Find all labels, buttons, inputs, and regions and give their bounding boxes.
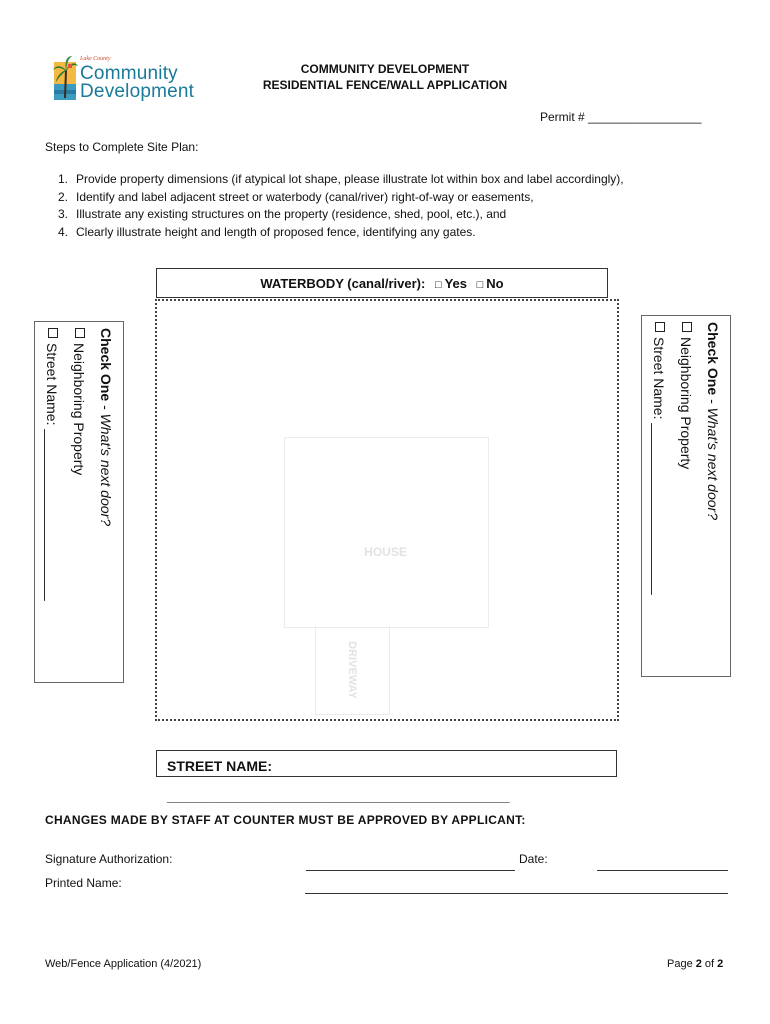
left-neighbor-box — [34, 321, 124, 683]
list-item: 2. Identify and label adjacent street or waterbody (canal/river) right-of-way or easements, — [57, 189, 534, 204]
waterbody-label: WATERBODY (canal/river): — [260, 276, 426, 291]
footer-form-id: Web/Fence Application (4/2021) — [45, 958, 202, 970]
signature-line[interactable] — [306, 870, 515, 871]
date-line[interactable] — [597, 870, 728, 871]
checkbox-icon[interactable] — [682, 322, 692, 332]
list-item: 1. Provide property dimensions (if atypical lot shape, please illustrate lot within box and label accordingly), — [57, 172, 624, 186]
logo-line-2: Development — [80, 81, 195, 102]
page-title: COMMUNITY DEVELOPMENT — [300, 62, 470, 76]
driveway-label: DRIVEWAY — [345, 641, 358, 699]
street-name-option[interactable]: Street Name: ______________________ — [38, 328, 65, 601]
list-item: 3. Illustrate any existing structures on the property (residence, shed, pool, etc.), and — [57, 207, 507, 221]
checkbox-icon[interactable] — [75, 328, 85, 338]
steps-list — [45, 171, 624, 241]
logo-line-1: Community — [80, 63, 178, 84]
checkbox-yes[interactable]: □ — [434, 279, 442, 291]
checkbox-icon[interactable] — [655, 322, 665, 332]
printed-name-label: Printed Name: — [45, 876, 122, 890]
permit-number-field[interactable]: Permit # _________________ — [540, 110, 702, 124]
check-one-heading: Check One - What's next door? — [705, 322, 721, 520]
steps-heading: Steps to Complete Site Plan: — [45, 140, 199, 154]
printed-name-line[interactable] — [305, 893, 728, 894]
checkbox-no[interactable]: □ — [476, 279, 484, 291]
house-outline — [284, 437, 489, 628]
neighboring-property-option[interactable]: Neighboring Property — [65, 328, 92, 601]
yes-label: Yes — [444, 276, 468, 291]
checkbox-icon[interactable] — [48, 328, 58, 338]
page-subtitle: RESIDENTIAL FENCE/WALL APPLICATION — [262, 78, 508, 92]
no-label: No — [486, 276, 504, 291]
neighboring-property-option[interactable]: Neighboring Property — [672, 322, 699, 595]
date-label: Date: — [519, 852, 548, 866]
list-item: 4. Clearly illustrate height and length of proposed fence, identifying any gates. — [57, 224, 476, 239]
signature-label: Signature Authorization: — [45, 852, 173, 866]
logo-county-text: Lake County — [80, 56, 111, 62]
house-label: HOUSE — [364, 545, 407, 559]
right-neighbor-box — [641, 315, 731, 677]
waterbody-field — [156, 268, 608, 298]
page-indicator: Page 2 of 2 — [667, 958, 724, 970]
approval-heading: CHANGES MADE BY STAFF AT COUNTER MUST BE APPROVED BY APPLICANT: — [45, 813, 526, 827]
street-name-field[interactable]: STREET NAME: ____________________________________________ — [156, 750, 617, 777]
street-name-option[interactable]: Street Name: ______________________ — [645, 322, 672, 595]
check-one-heading: Check One - What's next door? — [98, 328, 114, 526]
